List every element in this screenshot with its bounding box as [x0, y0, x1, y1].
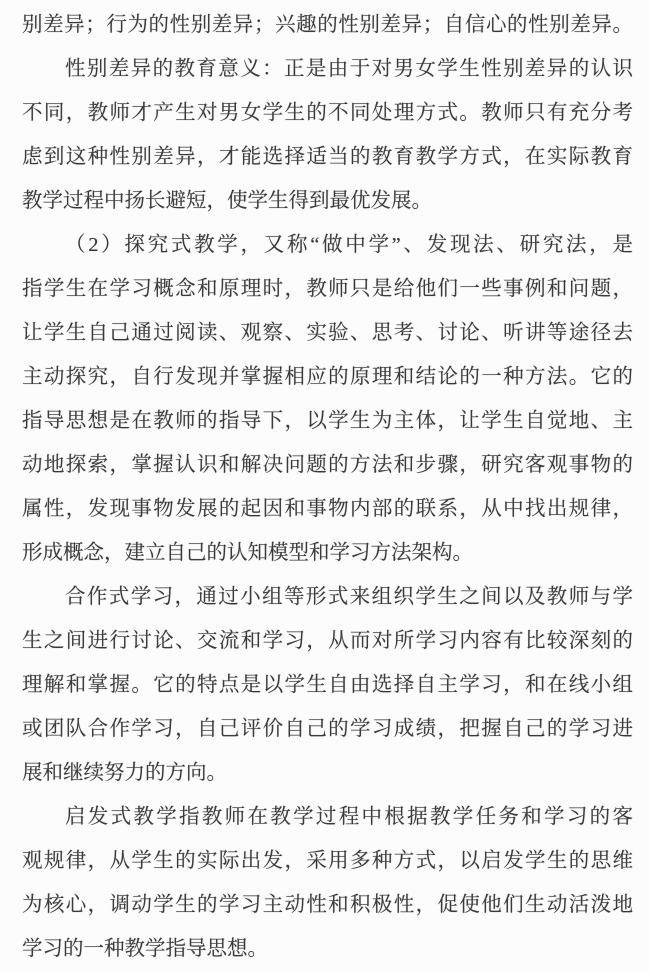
paragraph	[22, 3, 633, 47]
text-line: 教学过程中扬长避短，使学生得到最优发展。	[22, 190, 432, 212]
text-line: 别差异；行为的性别差异；兴趣的性别差异；自信心的性别差异。	[22, 14, 633, 36]
text-line: 形成概念，建立自己的认知模型和学习方法架构。	[22, 542, 473, 564]
text-line: 指导思想是在教师的指导下，以学生为主体，让学生自觉地、主	[22, 410, 633, 432]
text-line: 不同，教师才产生对男女学生的不同处理方式。教师只有充分考	[22, 102, 633, 124]
text-line: 启发式教学指教师在教学过程中根据教学任务和学习的客	[65, 806, 633, 828]
paragraph	[22, 575, 633, 795]
text-line: 动地探索，掌握认识和解决问题的方法和步骤，研究客观事物的	[22, 454, 633, 476]
text-line: 指学生在学习概念和原理时，教师只是给他们一些事例和问题，	[22, 278, 633, 300]
text-line: 属性，发现事物发展的起因和事物内部的联系，从中找出规律，	[22, 498, 633, 520]
text-line: 让学生自己通过阅读、观察、实验、思考、讨论、听讲等途径去	[22, 322, 633, 344]
paragraph	[22, 223, 633, 575]
text-line: 主动探究，自行发现并掌握相应的原理和结论的一种方法。它的	[22, 366, 633, 388]
text-line: 生之间进行讨论、交流和学习，从而对所学习内容有比较深刻的	[22, 630, 633, 652]
text-line: 理解和掌握。它的特点是以学生自由选择自主学习，和在线小组	[22, 674, 633, 696]
paragraph	[22, 47, 633, 223]
text-line: 虑到这种性别差异，才能选择适当的教育教学方式，在实际教育	[22, 146, 633, 168]
text-line: 或团队合作学习，自己评价自己的学习成绩，把握自己的学习进	[22, 718, 633, 740]
text-line: 观规律，从学生的实际出发，采用多种方式，以启发学生的思维	[22, 850, 633, 872]
text-line: 为核心，调动学生的学习主动性和积极性，促使他们生动活泼地	[22, 894, 633, 916]
text-line: 学习的一种教学指导思想。	[22, 938, 268, 960]
paragraph	[22, 795, 633, 971]
text-line: 性别差异的教育意义：正是由于对男女学生性别差异的认识	[65, 58, 633, 80]
text-line: （2）探究式教学，又称“做中学”、发现法、研究法，是	[65, 234, 633, 256]
text-line: 合作式学习，通过小组等形式来组织学生之间以及教师与学	[65, 586, 633, 608]
text-line: 展和继续努力的方向。	[22, 762, 227, 784]
